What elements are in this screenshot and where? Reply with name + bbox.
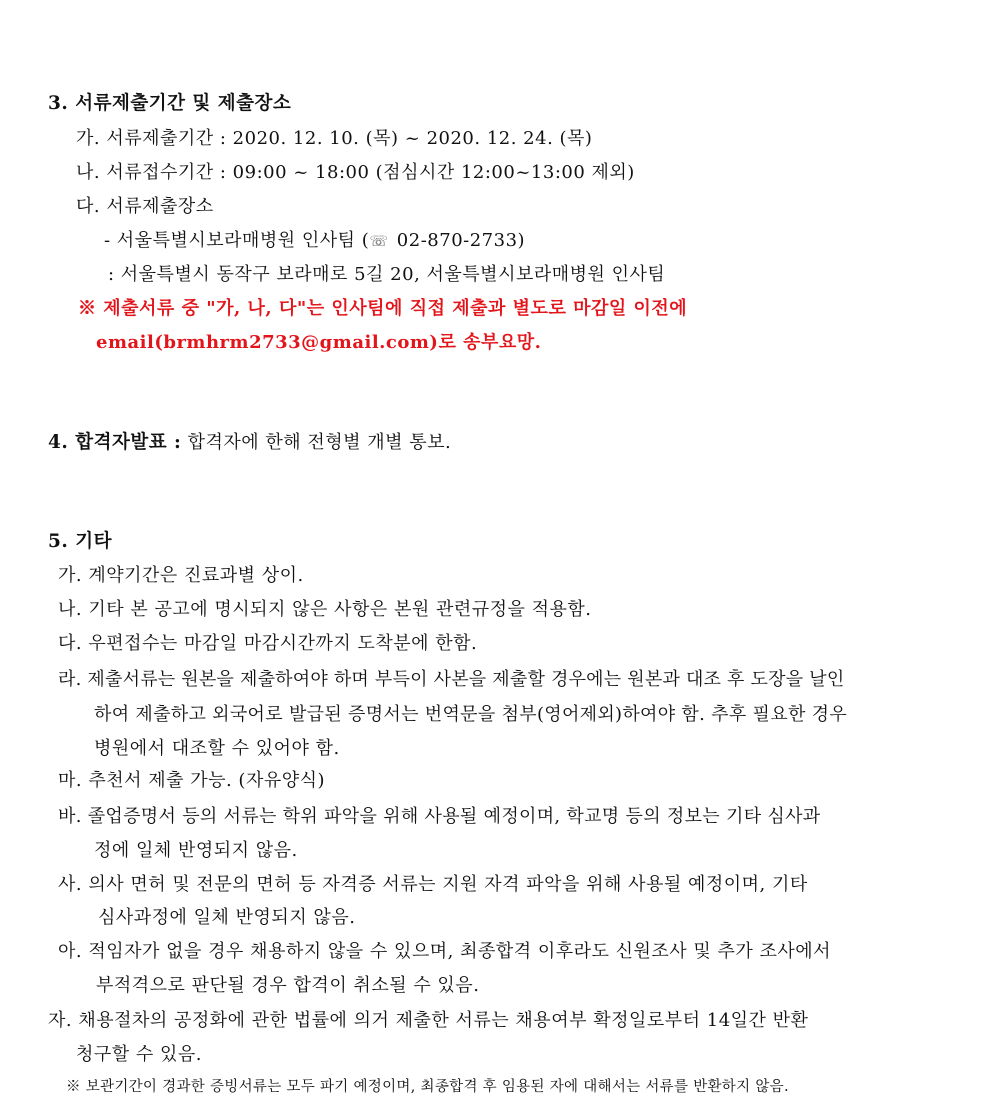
section-4-title: 4. 합격자발표 :	[48, 432, 182, 453]
section-5-item-cont: 정에 일체 반영되지 않음.	[94, 840, 298, 861]
section-5-item-cont: 부적격으로 판단될 경우 합격이 취소될 수 있음.	[96, 975, 480, 996]
email-notice-line-2: email(brmhrm2733@gmail.com)로 송부요망.	[96, 332, 542, 353]
section-5-item: 아. 적임자가 없을 경우 채용하지 않을 수 있으며, 최종합격 이후라도 신원조사 및 추가 조사에서	[58, 941, 832, 962]
submission-address: : 서울특별시 동작구 보라매로 5길 20, 서울특별시보라매병원 인사팀	[108, 264, 666, 285]
section-5-item: 마. 추천서 제출 가능. (자유양식)	[58, 770, 326, 791]
section-5-item: 다. 우편접수는 마감일 마감시간까지 도착분에 한함.	[58, 633, 478, 654]
section-3-item-na: 나. 서류접수기간 : 09:00 ~ 18:00 (점심시간 12:00~13:00 제외)	[76, 162, 635, 183]
section-5-item-cont: 하여 제출하고 외국어로 발급된 증명서는 번역문을 첨부(영어제외)하여야 함. 추후 필요한 경우	[94, 704, 848, 725]
submission-place-phone: 02-870-2733)	[390, 230, 526, 251]
section-5-item: 라. 제출서류는 원본을 제출하여야 하며 부득이 사본을 제출할 경우에는 원본과 대조 후 도장을 날인	[58, 669, 845, 690]
phone-icon: ☏	[369, 232, 389, 250]
section-5-item: 나. 기타 본 공고에 명시되지 않은 사항은 본원 관련규정을 적용함.	[58, 599, 592, 620]
section-3-title: 3. 서류제출기간 및 제출장소	[48, 93, 292, 114]
submission-place-name: - 서울특별시보라매병원 인사팀 (	[104, 230, 370, 251]
section-3-item-ga: 가. 서류제출기간 : 2020. 12. 10. (목) ~ 2020. 12. 24. (목)	[76, 128, 593, 149]
section-4	[48, 431, 451, 455]
section-5-item-cont: 청구할 수 있음.	[76, 1044, 202, 1065]
section-5-item: 가. 계약기간은 진료과별 상이.	[58, 565, 304, 586]
section-5-title: 5. 기타	[48, 531, 112, 552]
section-3-item-da: 다. 서류제출장소	[76, 196, 214, 217]
section-5-item-cont: 심사과정에 일체 반영되지 않음.	[98, 907, 356, 928]
submission-place	[104, 229, 525, 253]
retention-footnote: ※ 보관기간이 경과한 증빙서류는 모두 파기 예정이며, 최종합격 후 임용된 자에 대해서는 서류를 반환하지 않음.	[66, 1079, 789, 1095]
section-5-item: 바. 졸업증명서 등의 서류는 학위 파악을 위해 사용될 예정이며, 학교명 등의 정보는 기타 심사과	[58, 806, 821, 827]
section-5-item-cont: 병원에서 대조할 수 있어야 함.	[94, 738, 340, 759]
section-4-text: 합격자에 한해 전형별 개별 통보.	[181, 432, 452, 453]
section-5-item: 사. 의사 면허 및 전문의 면허 등 자격증 서류는 지원 자격 파악을 위해 사용될 예정이며, 기타	[58, 874, 808, 895]
section-5-item: 자. 채용절차의 공정화에 관한 법률에 의거 제출한 서류는 채용여부 확정일로부터 14일간 반환	[48, 1010, 809, 1031]
email-notice-line-1: ※ 제출서류 중 "가, 나, 다"는 인사팀에 직접 제출과 별도로 마감일 이전에	[78, 298, 688, 319]
